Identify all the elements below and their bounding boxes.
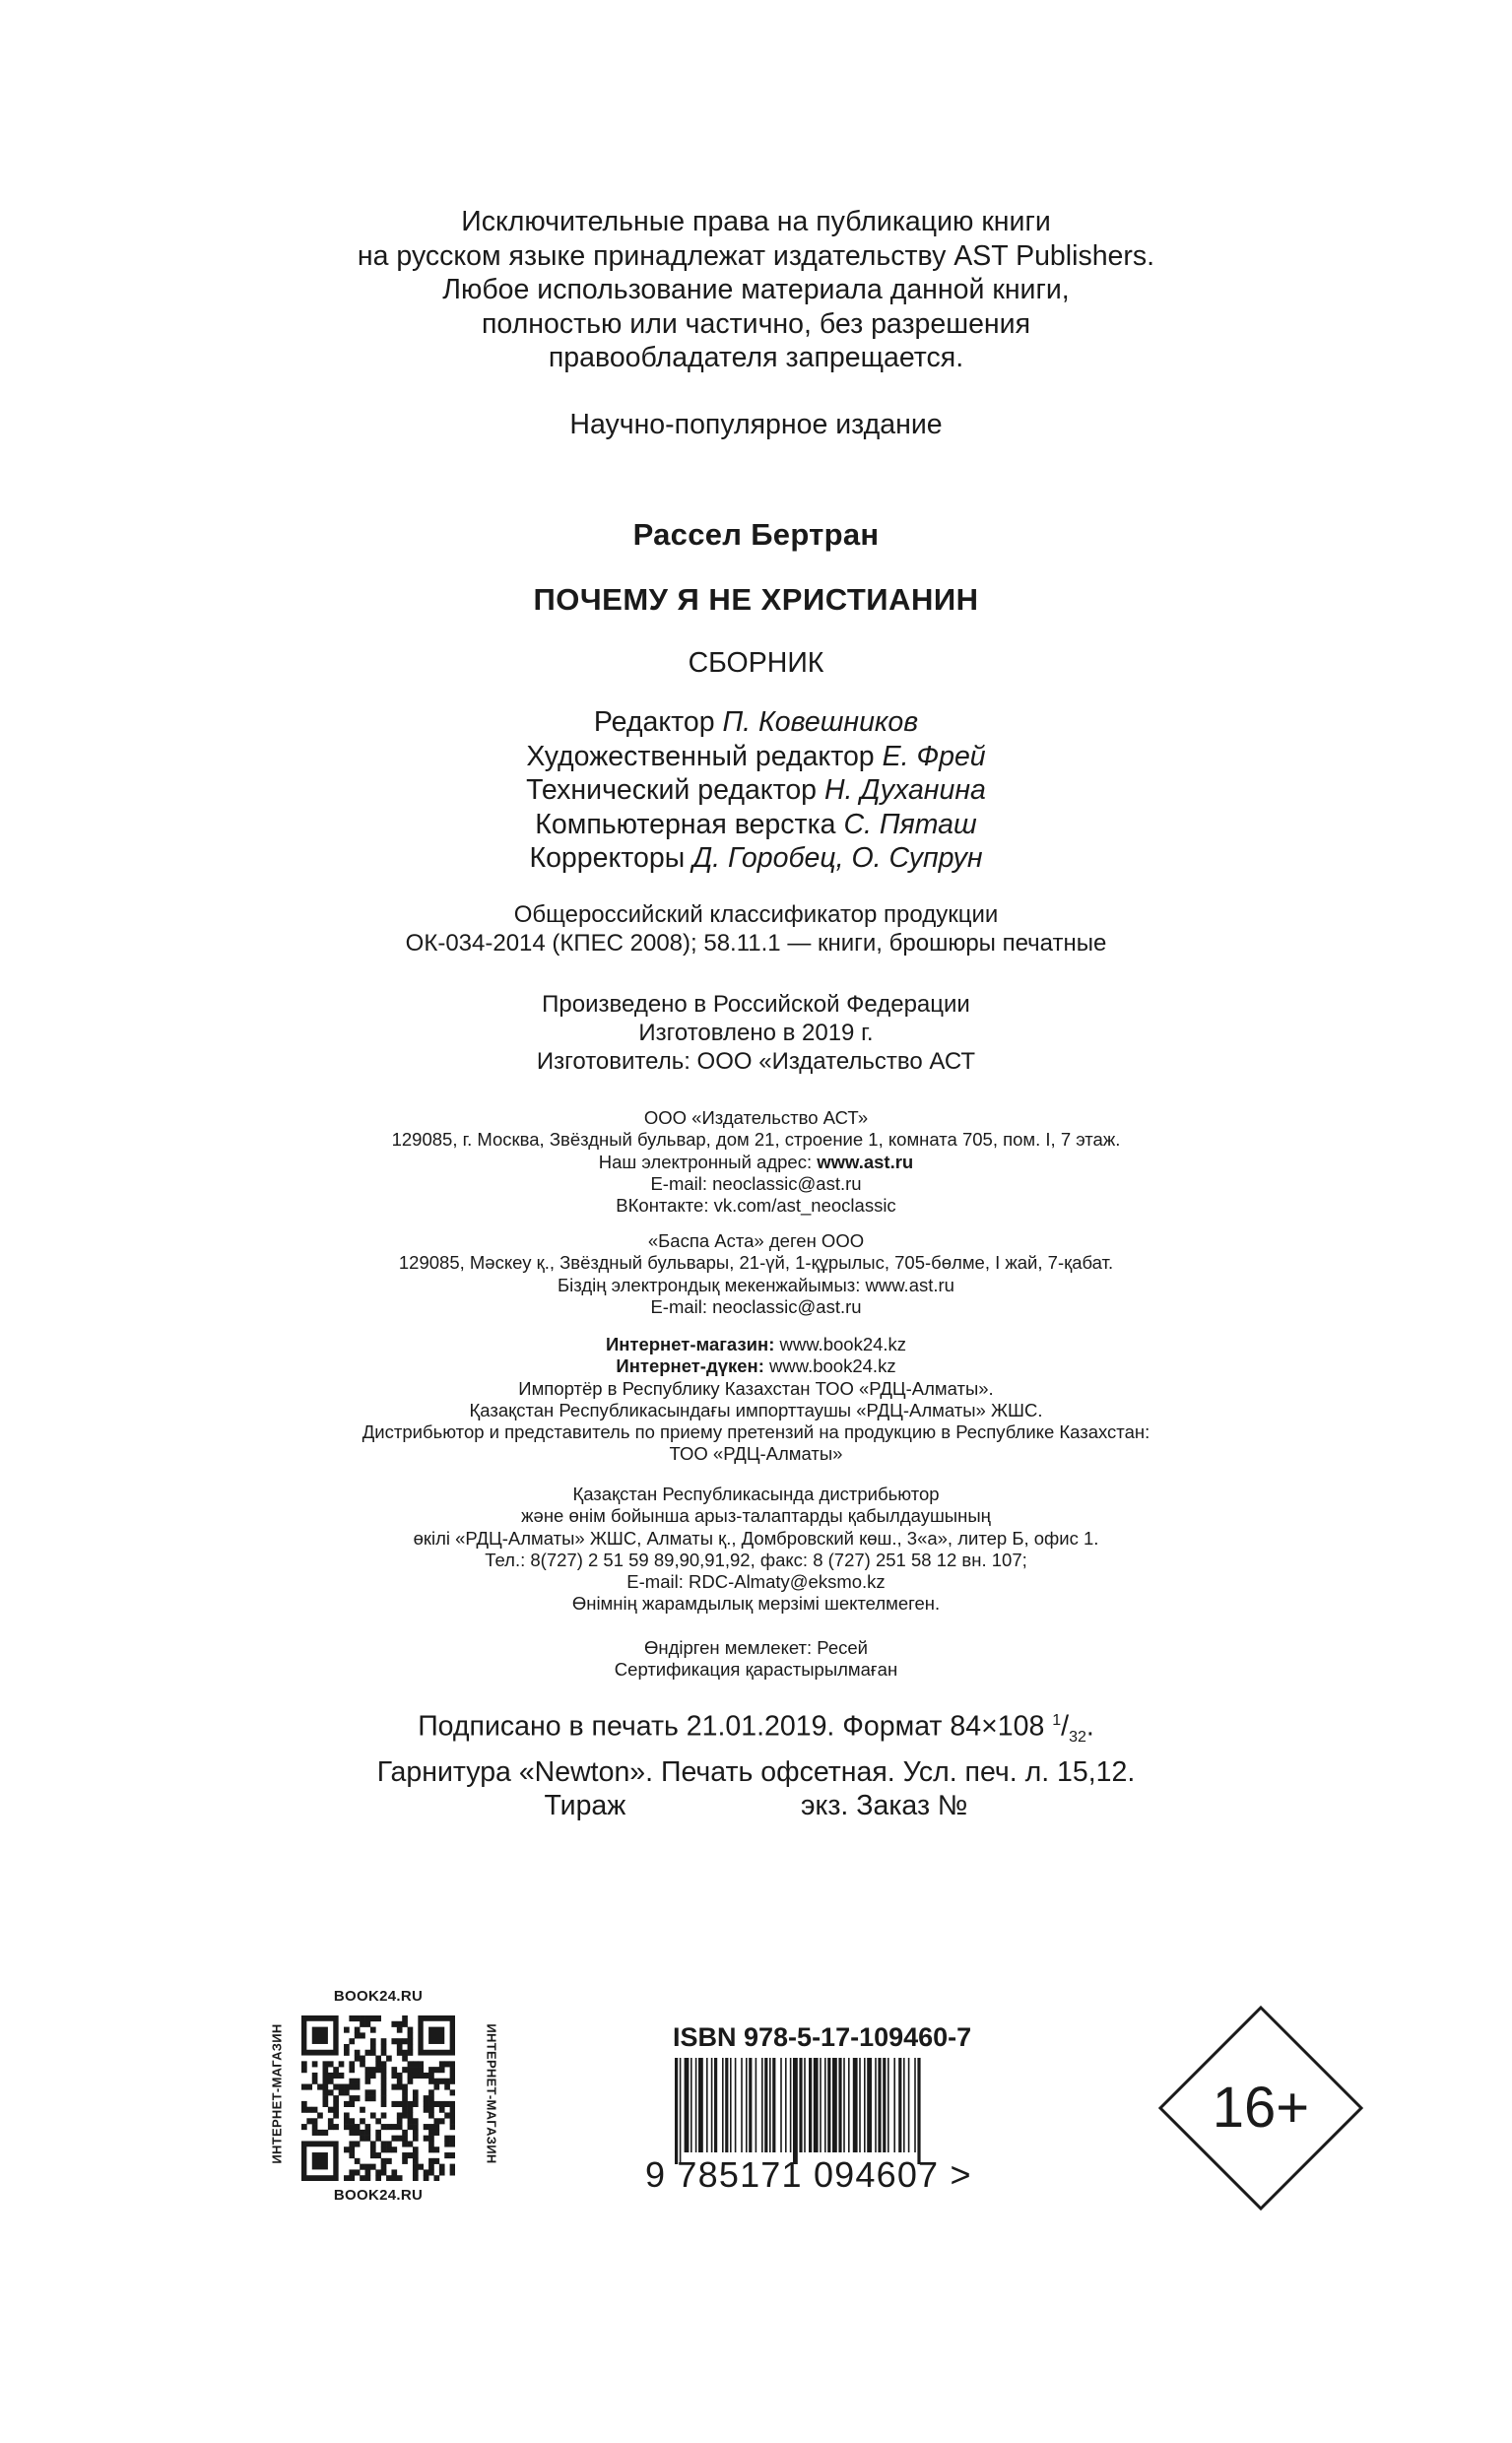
format-prefix: Подписано в печать 21.01.2019. Формат 84 (418, 1710, 982, 1743)
production-line: Изготовлено в 2019 г. (638, 1020, 874, 1046)
address-line: E-mail: neoclassic@ast.ru (650, 1295, 862, 1317)
shop-line (0, 1334, 1512, 1355)
qr-side-label-right: ИНТЕРНЕТ-МАГАЗИН (484, 2023, 499, 2164)
shop-url: www.book24.kz (774, 1334, 907, 1354)
print-details (0, 1704, 1512, 1823)
credit-role: Технический редактор (526, 774, 818, 806)
production-info (0, 990, 1512, 1076)
importer-line: Қазақстан Республикасындағы импорттаушы «РДЦ-Алматы» ЖШС. (469, 1399, 1043, 1420)
importer-line: Дистрибьютор и представитель по приему претензий на продукцию в Республике Казахстан: (362, 1421, 1150, 1443)
format-suffix: . (1085, 1710, 1094, 1743)
duken-url: www.book24.kz (763, 1355, 896, 1377)
publisher-web (0, 1152, 1512, 1173)
web-url: www.ast.ru (817, 1151, 914, 1172)
distributor-line: Қазақстан Республикасында дистрибьютор (572, 1484, 940, 1504)
address-line: «Баспа Аста» деген ООО (647, 1230, 865, 1251)
origin-info (0, 1637, 1512, 1682)
tirazh-label: Тираж (544, 1790, 626, 1822)
credit-role: Редактор (593, 706, 715, 738)
rights-notice (0, 205, 1512, 375)
publisher-address-kz (0, 1230, 1512, 1318)
credit-person: Е. Фрей (882, 740, 986, 772)
order-label: экз. Заказ № (801, 1790, 968, 1822)
book-title: ПОЧЕМУ Я НЕ ХРИСТИАНИН (533, 582, 979, 617)
web-label: Наш электронный адрес: (598, 1151, 818, 1172)
qr-code-icon (301, 2015, 455, 2181)
rights-line: Любое использование материала данной книги, (442, 274, 1070, 305)
production-line: Произведено в Российской Федерации (542, 991, 970, 1018)
origin-line: Сертификация қарастырылмаған (614, 1659, 898, 1681)
shop-label: Интернет-магазин: (605, 1334, 775, 1354)
age-rating-label: 16+ (1212, 2076, 1310, 2140)
qr-side-label-left: ИНТЕРНЕТ-МАГАЗИН (269, 2023, 285, 2164)
credit-role: Корректоры (529, 842, 686, 874)
product-classifier (0, 900, 1512, 957)
duken-line (0, 1355, 1512, 1377)
isbn-barcode-block (645, 2022, 1000, 2219)
importer-line: ТОО «РДЦ-Алматы» (669, 1443, 843, 1465)
credit-line (0, 705, 1512, 740)
qr-code-block[interactable] (269, 1988, 499, 2207)
format-line: Подписано в печать 21.01.2019. Формат 84×108 $^1/_{32}$. (418, 1710, 1094, 1747)
credit-person: П. Ковешников (722, 706, 919, 738)
age-rating-badge (1157, 2005, 1364, 2212)
importer-line: Импортёр в Республику Казахстан ТОО «РДЦ-Алматы». (518, 1377, 994, 1399)
book-subtitle: СБОРНИК (688, 647, 824, 679)
credit-person: Н. Духанина (823, 774, 986, 806)
credit-person: С. Пяташ (843, 808, 977, 840)
publisher-vk: ВКонтакте: vk.com/ast_neoclassic (616, 1195, 896, 1217)
address-line: 129085, Мәскеу қ., Звёздный бульвары, 21-үй, 1-құрылыс, 705-бөлме, I жай, 7-қабат. (398, 1252, 1114, 1274)
credit-line (0, 773, 1512, 808)
qr-bottom-label: BOOK24.RU (333, 2187, 424, 2204)
edition-type: Научно-популярное издание (569, 409, 943, 440)
credits-list (0, 705, 1512, 876)
barcode-icon (675, 2058, 1000, 2164)
publisher-address (0, 1107, 1512, 1217)
distributor-info-kz (0, 1484, 1512, 1616)
distributor-line: Тел.: 8(727) 2 51 59 89,90,91,92, факс: 8 (727) 251 58 12 вн. 107; (485, 1549, 1027, 1570)
distributor-line: Өнімнің жарамдылық мерзімі шектелмеген. (571, 1593, 941, 1615)
format-frac-den: 32 (1069, 1729, 1086, 1747)
classifier-line: ОК-034-2014 (КПЕС 2008); 58.11.1 — книги, брошюры печатные (405, 930, 1107, 957)
isbn-label: ISBN 978-5-17-109460-7 (673, 2022, 972, 2052)
address-line: Біздің электрондық мекенжайымыз: www.ast.ru (558, 1274, 954, 1295)
importer-info (0, 1334, 1512, 1466)
publisher-name: ООО «Издательство АСТ» (643, 1107, 869, 1128)
distributor-line: және өнім бойынша арыз-талаптарды қабылдаушының (521, 1505, 991, 1527)
format-frac-num: 1 (1052, 1712, 1062, 1729)
rights-line: Исключительные права на публикацию книги (461, 206, 1051, 237)
credit-person: Д. Горобец, О. Супрун (692, 842, 983, 874)
origin-line: Өндірген мемлекет: Ресей (643, 1637, 868, 1658)
credit-line (0, 841, 1512, 876)
format-times: × (981, 1710, 998, 1743)
credit-line (0, 808, 1512, 842)
duken-label: Интернет-дүкен: (616, 1355, 764, 1377)
rights-line: полностью или частично, без разрешения (481, 307, 1031, 340)
book-author: Рассел Бертран (632, 517, 880, 552)
credit-role: Художественный редактор (526, 740, 875, 772)
qr-top-label: BOOK24.RU (333, 1988, 424, 2005)
credit-line (0, 740, 1512, 774)
rights-line: на русском языке принадлежат издательству AST Publishers. (357, 239, 1155, 272)
rights-line: правообладателя запрещается. (548, 342, 964, 373)
distributor-line: E-mail: RDC-Almaty@eksmo.kz (626, 1571, 886, 1593)
distributor-line: өкілі «РДЦ-Алматы» ЖШС, Алматы қ., Домбровский көш., 3«а», литер Б, офис 1. (413, 1527, 1099, 1549)
publisher-street: 129085, г. Москва, Звёздный бульвар, дом 21, строение 1, комната 705, пом. I, 7 этаж. (391, 1129, 1121, 1151)
typeface-line: Гарнитура «Newton». Печать офсетная. Усл. печ. л. 15,12. (376, 1755, 1136, 1788)
credit-role: Компьютерная верстка (535, 808, 836, 840)
tirazh-line (0, 1789, 1512, 1823)
classifier-line: Общероссийский классификатор продукции (513, 901, 999, 928)
format-108: 108 (997, 1710, 1053, 1743)
production-line: Изготовитель: ООО «Издательство АСТ (536, 1048, 976, 1075)
barcode-digits: 9 785171 094607 > (645, 2154, 972, 2195)
publisher-email: E-mail: neoclassic@ast.ru (650, 1172, 862, 1194)
